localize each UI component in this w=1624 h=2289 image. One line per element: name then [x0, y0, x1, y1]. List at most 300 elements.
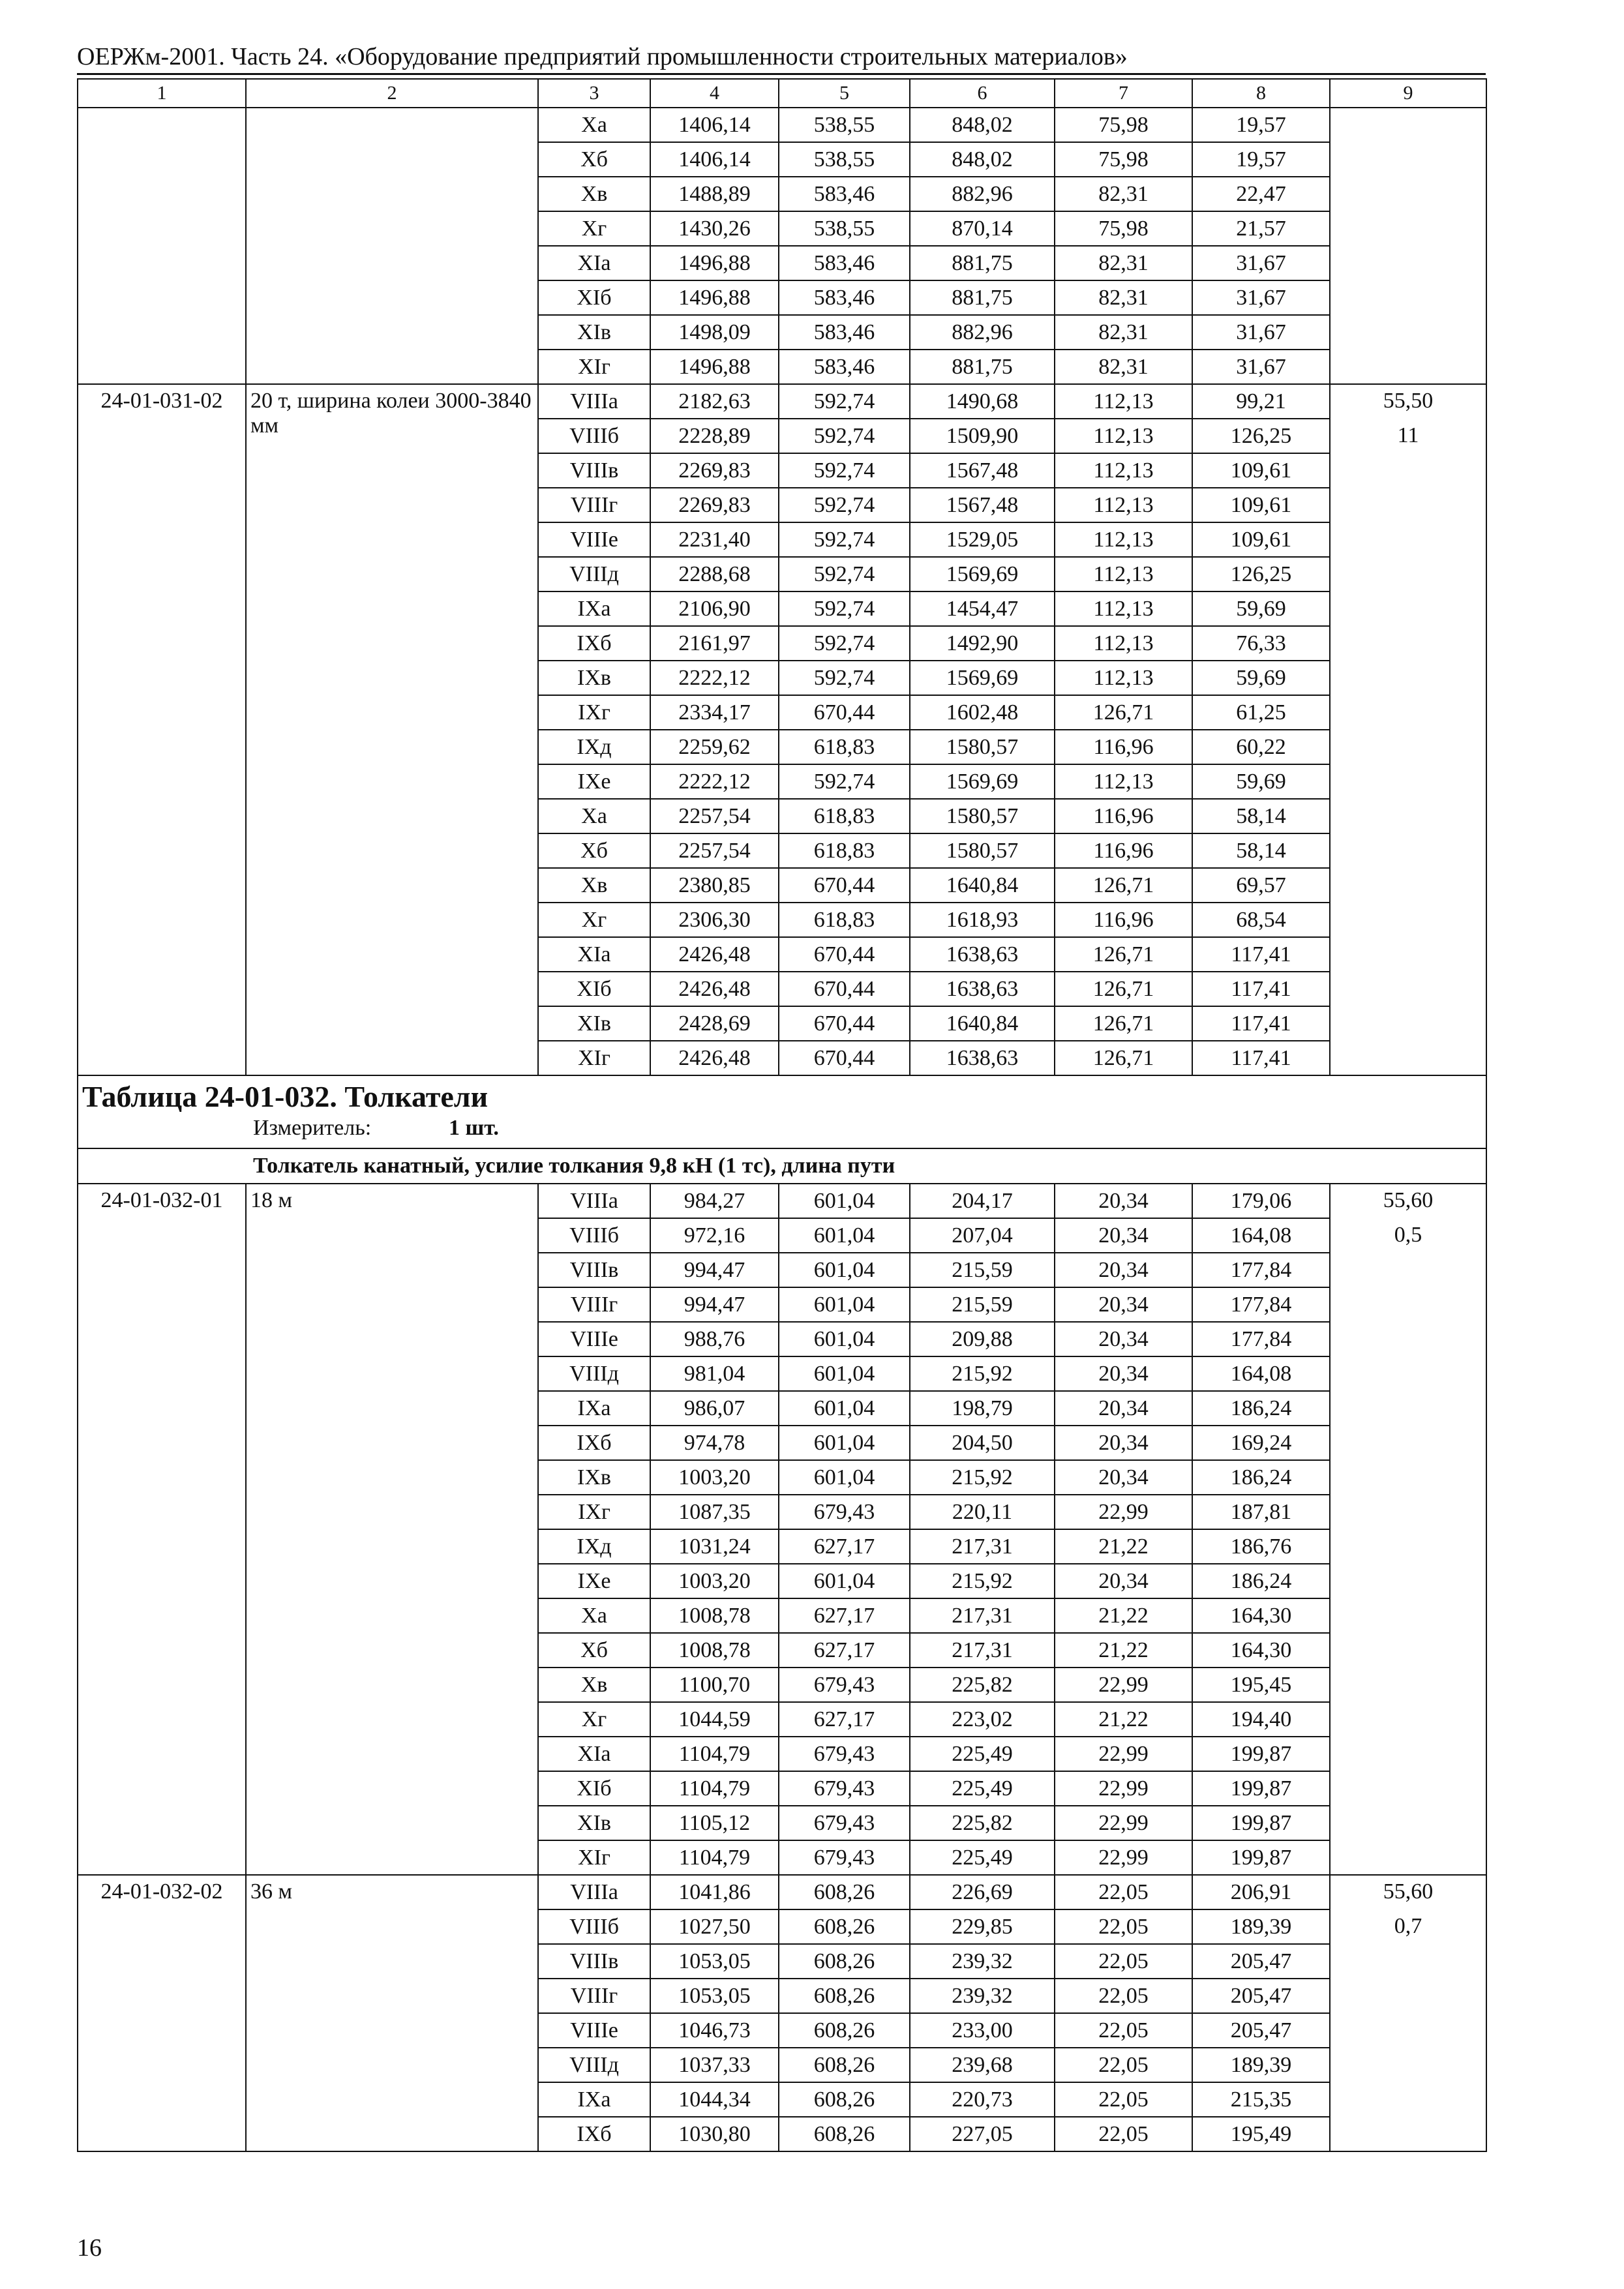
- column9-values: [1330, 108, 1486, 384]
- zone-cell: VIIIa: [538, 384, 650, 419]
- value-cell: 670,44: [779, 868, 910, 903]
- value-cell: 986,07: [650, 1391, 779, 1426]
- value-cell: 2426,48: [650, 1041, 779, 1075]
- value-cell: 82,31: [1055, 280, 1192, 315]
- value-cell: 601,04: [779, 1287, 910, 1322]
- value-cell: 627,17: [779, 1529, 910, 1564]
- value-cell: 75,98: [1055, 142, 1192, 177]
- value-cell: 209,88: [910, 1322, 1055, 1356]
- value-cell: 22,05: [1055, 1944, 1192, 1979]
- value-cell: 22,99: [1055, 1806, 1192, 1840]
- value-cell: 2334,17: [650, 695, 779, 730]
- value-cell: 1602,48: [910, 695, 1055, 730]
- value-cell: 126,71: [1055, 1041, 1192, 1075]
- value-cell: 2182,63: [650, 384, 779, 419]
- value-cell: 225,49: [910, 1840, 1055, 1875]
- value-cell: 988,76: [650, 1322, 779, 1356]
- zone-cell: IXг: [538, 695, 650, 730]
- value-cell: 112,13: [1055, 661, 1192, 695]
- zone-cell: VIIIд: [538, 2048, 650, 2082]
- measure-value: 1 шт.: [449, 1116, 499, 1140]
- value-cell: 217,31: [910, 1529, 1055, 1564]
- value-cell: 223,02: [910, 1702, 1055, 1737]
- value-cell: 225,82: [910, 1806, 1055, 1840]
- value-cell: 112,13: [1055, 522, 1192, 557]
- value-cell: 882,96: [910, 177, 1055, 211]
- zone-cell: VIIIг: [538, 1979, 650, 2013]
- value-cell: 215,92: [910, 1356, 1055, 1391]
- value-cell: 58,14: [1192, 799, 1330, 833]
- value-cell: 21,57: [1192, 211, 1330, 246]
- value-cell: 225,49: [910, 1771, 1055, 1806]
- value-cell: 22,05: [1055, 1909, 1192, 1944]
- value-cell: 1490,68: [910, 384, 1055, 419]
- value-cell: 31,67: [1192, 280, 1330, 315]
- value-cell: 199,87: [1192, 1840, 1330, 1875]
- value-cell: 592,74: [779, 453, 910, 488]
- column9-value: 11: [1397, 423, 1419, 447]
- value-cell: 670,44: [779, 1006, 910, 1041]
- value-cell: 1496,88: [650, 280, 779, 315]
- zone-cell: VIIIд: [538, 557, 650, 591]
- value-cell: 2257,54: [650, 799, 779, 833]
- value-cell: 2231,40: [650, 522, 779, 557]
- value-cell: 117,41: [1192, 972, 1330, 1006]
- value-cell: 215,35: [1192, 2082, 1330, 2117]
- value-cell: 608,26: [779, 2013, 910, 2048]
- rate-code: [78, 108, 246, 384]
- zone-cell: IXa: [538, 591, 650, 626]
- value-cell: 177,84: [1192, 1322, 1330, 1356]
- zone-cell: XIa: [538, 937, 650, 972]
- zone-cell: VIIIв: [538, 1944, 650, 1979]
- value-cell: 670,44: [779, 972, 910, 1006]
- zone-cell: XIб: [538, 280, 650, 315]
- value-cell: 627,17: [779, 1702, 910, 1737]
- column9-values: [1330, 384, 1486, 1075]
- value-cell: 116,96: [1055, 833, 1192, 868]
- value-cell: 2257,54: [650, 833, 779, 868]
- rate-description: [246, 108, 538, 384]
- value-cell: 881,75: [910, 350, 1055, 384]
- value-cell: 2222,12: [650, 661, 779, 695]
- zone-cell: Xб: [538, 1633, 650, 1668]
- value-cell: 848,02: [910, 142, 1055, 177]
- column9-values: [1330, 1184, 1486, 1875]
- column-number: 5: [779, 79, 910, 108]
- value-cell: 239,32: [910, 1944, 1055, 1979]
- value-cell: 112,13: [1055, 557, 1192, 591]
- value-cell: 225,49: [910, 1737, 1055, 1771]
- value-cell: 22,05: [1055, 2082, 1192, 2117]
- value-cell: 179,06: [1192, 1184, 1330, 1218]
- value-cell: 2426,48: [650, 937, 779, 972]
- zone-cell: Xa: [538, 799, 650, 833]
- value-cell: 1567,48: [910, 453, 1055, 488]
- value-cell: 601,04: [779, 1391, 910, 1426]
- table-row: [78, 384, 1486, 419]
- value-cell: 206,91: [1192, 1875, 1330, 1909]
- value-cell: 1046,73: [650, 2013, 779, 2048]
- value-cell: 215,59: [910, 1287, 1055, 1322]
- value-cell: 1638,63: [910, 1041, 1055, 1075]
- value-cell: 679,43: [779, 1840, 910, 1875]
- value-cell: 1003,20: [650, 1460, 779, 1495]
- value-cell: 198,79: [910, 1391, 1055, 1426]
- value-cell: 22,99: [1055, 1668, 1192, 1702]
- zone-cell: Xг: [538, 903, 650, 937]
- value-cell: 1496,88: [650, 350, 779, 384]
- value-cell: 984,27: [650, 1184, 779, 1218]
- value-cell: 994,47: [650, 1253, 779, 1287]
- value-cell: 20,34: [1055, 1322, 1192, 1356]
- zone-cell: IXг: [538, 1495, 650, 1529]
- value-cell: 601,04: [779, 1253, 910, 1287]
- value-cell: 112,13: [1055, 453, 1192, 488]
- table-row: [78, 108, 1486, 142]
- value-cell: 2228,89: [650, 419, 779, 453]
- value-cell: 1037,33: [650, 2048, 779, 2082]
- value-cell: 99,21: [1192, 384, 1330, 419]
- zone-cell: VIIIг: [538, 488, 650, 522]
- zone-cell: VIIIв: [538, 453, 650, 488]
- value-cell: 195,45: [1192, 1668, 1330, 1702]
- value-cell: 601,04: [779, 1564, 910, 1598]
- value-cell: 881,75: [910, 280, 1055, 315]
- page-number: 16: [77, 2234, 102, 2262]
- value-cell: 20,34: [1055, 1460, 1192, 1495]
- value-cell: 882,96: [910, 315, 1055, 350]
- zone-cell: IXe: [538, 1564, 650, 1598]
- value-cell: 679,43: [779, 1806, 910, 1840]
- value-cell: 608,26: [779, 1944, 910, 1979]
- rate-description: 18 м: [246, 1184, 538, 1875]
- value-cell: 592,74: [779, 591, 910, 626]
- value-cell: 220,73: [910, 2082, 1055, 2117]
- value-cell: 169,24: [1192, 1426, 1330, 1460]
- column-number: 3: [538, 79, 650, 108]
- value-cell: 187,81: [1192, 1495, 1330, 1529]
- value-cell: 1580,57: [910, 833, 1055, 868]
- value-cell: 204,17: [910, 1184, 1055, 1218]
- value-cell: 117,41: [1192, 1006, 1330, 1041]
- value-cell: 1498,09: [650, 315, 779, 350]
- column-number: 6: [910, 79, 1055, 108]
- value-cell: 1044,34: [650, 2082, 779, 2117]
- zone-cell: XIв: [538, 1006, 650, 1041]
- value-cell: 215,92: [910, 1460, 1055, 1495]
- value-cell: 1638,63: [910, 937, 1055, 972]
- zone-cell: XIa: [538, 1737, 650, 1771]
- value-cell: 22,99: [1055, 1771, 1192, 1806]
- column-number: 2: [246, 79, 538, 108]
- value-cell: 199,87: [1192, 1806, 1330, 1840]
- value-cell: 22,05: [1055, 2117, 1192, 2151]
- value-cell: 21,22: [1055, 1702, 1192, 1737]
- value-cell: 2380,85: [650, 868, 779, 903]
- value-cell: 68,54: [1192, 903, 1330, 937]
- value-cell: 2222,12: [650, 764, 779, 799]
- zone-cell: VIIIд: [538, 1356, 650, 1391]
- value-cell: 592,74: [779, 419, 910, 453]
- value-cell: 592,74: [779, 764, 910, 799]
- value-cell: 627,17: [779, 1598, 910, 1633]
- value-cell: 583,46: [779, 280, 910, 315]
- value-cell: 109,61: [1192, 488, 1330, 522]
- value-cell: 848,02: [910, 108, 1055, 142]
- value-cell: 670,44: [779, 937, 910, 972]
- zone-cell: VIIIв: [538, 1253, 650, 1287]
- value-cell: 538,55: [779, 108, 910, 142]
- value-cell: 20,34: [1055, 1426, 1192, 1460]
- value-cell: 1008,78: [650, 1598, 779, 1633]
- zone-cell: IXa: [538, 2082, 650, 2117]
- value-cell: 670,44: [779, 695, 910, 730]
- value-cell: 22,99: [1055, 1495, 1192, 1529]
- value-cell: 608,26: [779, 2048, 910, 2082]
- value-cell: 31,67: [1192, 350, 1330, 384]
- value-cell: 112,13: [1055, 384, 1192, 419]
- value-cell: 112,13: [1055, 764, 1192, 799]
- value-cell: 1618,93: [910, 903, 1055, 937]
- value-cell: 592,74: [779, 626, 910, 661]
- value-cell: 194,40: [1192, 1702, 1330, 1737]
- value-cell: 1430,26: [650, 211, 779, 246]
- value-cell: 1569,69: [910, 764, 1055, 799]
- zone-cell: Xв: [538, 868, 650, 903]
- value-cell: 2428,69: [650, 1006, 779, 1041]
- value-cell: 679,43: [779, 1737, 910, 1771]
- value-cell: 994,47: [650, 1287, 779, 1322]
- value-cell: 1041,86: [650, 1875, 779, 1909]
- column-number: 7: [1055, 79, 1192, 108]
- value-cell: 59,69: [1192, 591, 1330, 626]
- value-cell: 177,84: [1192, 1287, 1330, 1322]
- value-cell: 61,25: [1192, 695, 1330, 730]
- value-cell: 199,87: [1192, 1737, 1330, 1771]
- value-cell: 592,74: [779, 522, 910, 557]
- value-cell: 75,98: [1055, 108, 1192, 142]
- column-number: 4: [650, 79, 779, 108]
- rate-description: 20 т, ширина колеи 3000-3840 мм: [246, 384, 538, 1075]
- zone-cell: VIIIe: [538, 522, 650, 557]
- value-cell: 1053,05: [650, 1979, 779, 2013]
- zone-cell: Xв: [538, 177, 650, 211]
- value-cell: 60,22: [1192, 730, 1330, 764]
- value-cell: 608,26: [779, 1909, 910, 1944]
- column-number: 9: [1330, 79, 1486, 108]
- column-number: 1: [78, 79, 246, 108]
- value-cell: 20,34: [1055, 1391, 1192, 1426]
- zone-cell: VIIIб: [538, 1218, 650, 1253]
- value-cell: 583,46: [779, 177, 910, 211]
- value-cell: 1488,89: [650, 177, 779, 211]
- value-cell: 112,13: [1055, 591, 1192, 626]
- value-cell: 239,68: [910, 2048, 1055, 2082]
- value-cell: 21,22: [1055, 1529, 1192, 1564]
- value-cell: 608,26: [779, 2117, 910, 2151]
- value-cell: 1567,48: [910, 488, 1055, 522]
- value-cell: 1030,80: [650, 2117, 779, 2151]
- value-cell: 870,14: [910, 211, 1055, 246]
- value-cell: 679,43: [779, 1771, 910, 1806]
- value-cell: 2269,83: [650, 488, 779, 522]
- header-rule: [77, 73, 1486, 75]
- column9-value: 0,7: [1394, 1914, 1422, 1938]
- value-cell: 177,84: [1192, 1253, 1330, 1287]
- value-cell: 1580,57: [910, 730, 1055, 764]
- value-cell: 20,34: [1055, 1253, 1192, 1287]
- value-cell: 19,57: [1192, 108, 1330, 142]
- value-cell: 199,87: [1192, 1771, 1330, 1806]
- zone-cell: VIIIг: [538, 1287, 650, 1322]
- value-cell: 82,31: [1055, 177, 1192, 211]
- rate-code: 24-01-031-02: [78, 384, 246, 1075]
- zone-cell: XIг: [538, 350, 650, 384]
- value-cell: 112,13: [1055, 419, 1192, 453]
- value-cell: 59,69: [1192, 764, 1330, 799]
- value-cell: 126,71: [1055, 1006, 1192, 1041]
- value-cell: 2106,90: [650, 591, 779, 626]
- value-cell: 116,96: [1055, 799, 1192, 833]
- value-cell: 31,67: [1192, 315, 1330, 350]
- value-cell: 608,26: [779, 1979, 910, 2013]
- value-cell: 1003,20: [650, 1564, 779, 1598]
- value-cell: 205,47: [1192, 1979, 1330, 2013]
- value-cell: 592,74: [779, 557, 910, 591]
- zone-cell: VIIIa: [538, 1875, 650, 1909]
- value-cell: 1027,50: [650, 1909, 779, 1944]
- section-subtitle: Толкатель канатный, усилие толкания 9,8 кН (1 тс), длина пути: [78, 1148, 1486, 1184]
- value-cell: 1640,84: [910, 1006, 1055, 1041]
- value-cell: 538,55: [779, 211, 910, 246]
- zone-cell: XIв: [538, 1806, 650, 1840]
- value-cell: 75,98: [1055, 211, 1192, 246]
- zone-cell: IXб: [538, 2117, 650, 2151]
- value-cell: 22,05: [1055, 2013, 1192, 2048]
- value-cell: 1104,79: [650, 1840, 779, 1875]
- value-cell: 76,33: [1192, 626, 1330, 661]
- value-cell: 592,74: [779, 661, 910, 695]
- value-cell: 1569,69: [910, 661, 1055, 695]
- table-row: [78, 1184, 1486, 1218]
- zone-cell: Xa: [538, 1598, 650, 1633]
- value-cell: 1053,05: [650, 1944, 779, 1979]
- value-cell: 583,46: [779, 315, 910, 350]
- value-cell: 204,50: [910, 1426, 1055, 1460]
- value-cell: 186,24: [1192, 1391, 1330, 1426]
- value-cell: 22,05: [1055, 2048, 1192, 2082]
- column-number: 8: [1192, 79, 1330, 108]
- value-cell: 31,67: [1192, 246, 1330, 280]
- table-row: [78, 1875, 1486, 1909]
- value-cell: 186,76: [1192, 1529, 1330, 1564]
- value-cell: 1580,57: [910, 799, 1055, 833]
- value-cell: 164,30: [1192, 1598, 1330, 1633]
- zone-cell: Xв: [538, 1668, 650, 1702]
- value-cell: 226,69: [910, 1875, 1055, 1909]
- value-cell: 2161,97: [650, 626, 779, 661]
- zone-cell: VIIIe: [538, 2013, 650, 2048]
- zone-cell: Xa: [538, 108, 650, 142]
- zone-cell: VIIIб: [538, 1909, 650, 1944]
- value-cell: 207,04: [910, 1218, 1055, 1253]
- value-cell: 627,17: [779, 1633, 910, 1668]
- zone-cell: IXд: [538, 1529, 650, 1564]
- zone-cell: XIг: [538, 1840, 650, 1875]
- value-cell: 20,34: [1055, 1218, 1192, 1253]
- value-cell: 126,71: [1055, 972, 1192, 1006]
- zone-cell: IXб: [538, 626, 650, 661]
- value-cell: 1031,24: [650, 1529, 779, 1564]
- value-cell: 679,43: [779, 1668, 910, 1702]
- value-cell: 195,49: [1192, 2117, 1330, 2151]
- value-cell: 186,24: [1192, 1564, 1330, 1598]
- value-cell: 1509,90: [910, 419, 1055, 453]
- section-subtitle-row: [78, 1148, 1486, 1184]
- value-cell: 679,43: [779, 1495, 910, 1529]
- value-cell: 229,85: [910, 1909, 1055, 1944]
- value-cell: 670,44: [779, 1041, 910, 1075]
- value-cell: 608,26: [779, 1875, 910, 1909]
- value-cell: 19,57: [1192, 142, 1330, 177]
- zone-cell: XIб: [538, 972, 650, 1006]
- value-cell: 1406,14: [650, 142, 779, 177]
- zone-cell: Xб: [538, 142, 650, 177]
- value-cell: 601,04: [779, 1218, 910, 1253]
- value-cell: 601,04: [779, 1184, 910, 1218]
- zone-cell: VIIIб: [538, 419, 650, 453]
- value-cell: 164,08: [1192, 1218, 1330, 1253]
- value-cell: 1087,35: [650, 1495, 779, 1529]
- value-cell: 592,74: [779, 384, 910, 419]
- value-cell: 205,47: [1192, 1944, 1330, 1979]
- column9-value: 55,60: [1383, 1879, 1434, 1904]
- value-cell: 881,75: [910, 246, 1055, 280]
- value-cell: 22,99: [1055, 1737, 1192, 1771]
- value-cell: 58,14: [1192, 833, 1330, 868]
- value-cell: 981,04: [650, 1356, 779, 1391]
- column-number-row: [78, 79, 1486, 108]
- value-cell: 972,16: [650, 1218, 779, 1253]
- value-cell: 2426,48: [650, 972, 779, 1006]
- value-cell: 22,05: [1055, 1875, 1192, 1909]
- value-cell: 189,39: [1192, 1909, 1330, 1944]
- zone-cell: IXб: [538, 1426, 650, 1460]
- value-cell: 109,61: [1192, 453, 1330, 488]
- value-cell: 215,92: [910, 1564, 1055, 1598]
- value-cell: 618,83: [779, 903, 910, 937]
- measure-label: Измеритель:: [253, 1116, 372, 1140]
- zone-cell: XIa: [538, 246, 650, 280]
- zone-cell: IXe: [538, 764, 650, 799]
- zone-cell: XIб: [538, 1771, 650, 1806]
- value-cell: 116,96: [1055, 730, 1192, 764]
- value-cell: 164,08: [1192, 1356, 1330, 1391]
- value-cell: 1640,84: [910, 868, 1055, 903]
- value-cell: 20,34: [1055, 1356, 1192, 1391]
- value-cell: 20,34: [1055, 1564, 1192, 1598]
- value-cell: 974,78: [650, 1426, 779, 1460]
- value-cell: 164,30: [1192, 1633, 1330, 1668]
- value-cell: 601,04: [779, 1322, 910, 1356]
- value-cell: 220,11: [910, 1495, 1055, 1529]
- value-cell: 1105,12: [650, 1806, 779, 1840]
- value-cell: 20,34: [1055, 1184, 1192, 1218]
- zone-cell: Xб: [538, 833, 650, 868]
- value-cell: 601,04: [779, 1356, 910, 1391]
- zone-cell: VIIIa: [538, 1184, 650, 1218]
